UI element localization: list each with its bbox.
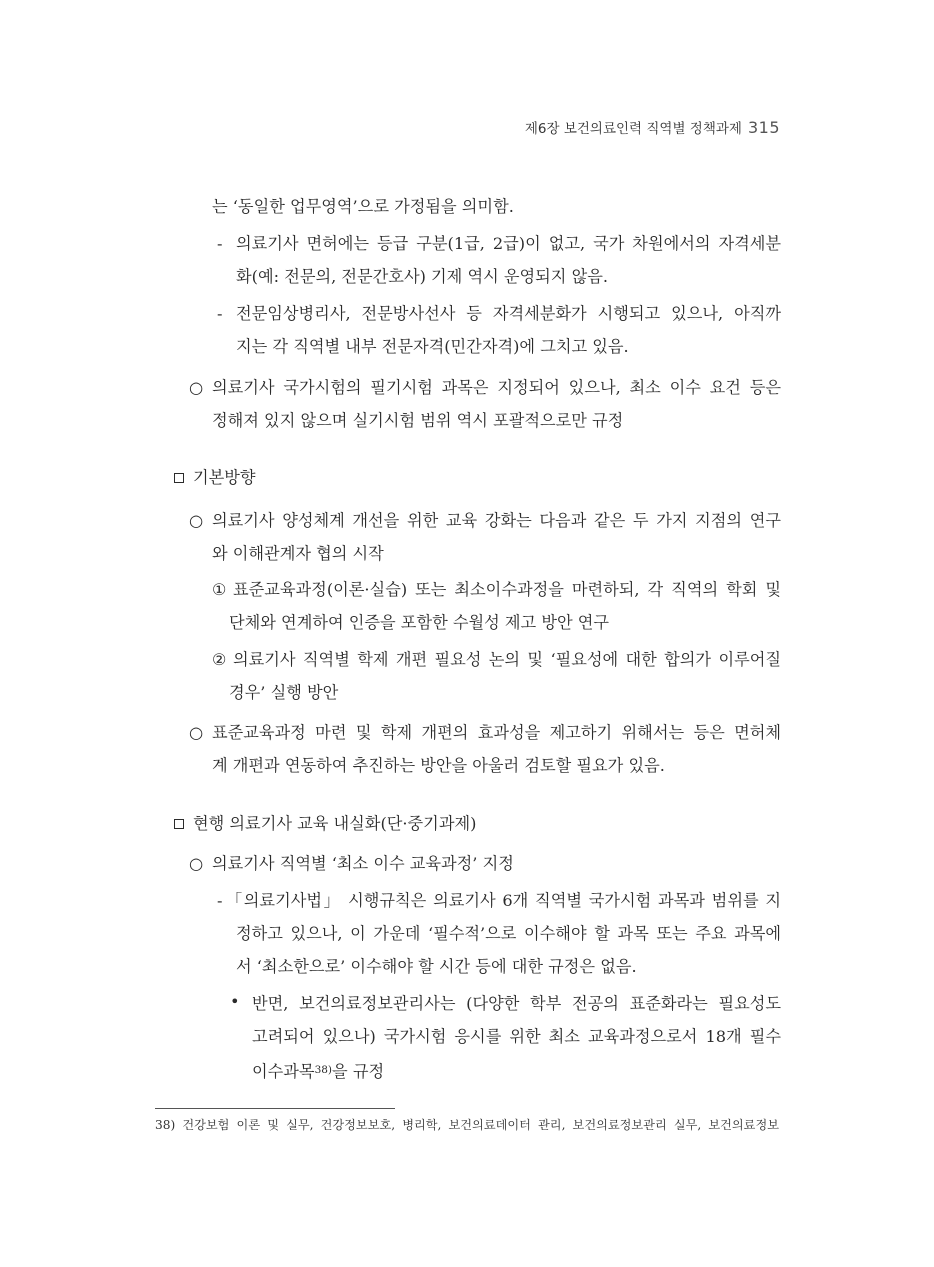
- section-heading: [174, 467, 256, 489]
- dot-bullet: •: [230, 992, 240, 1011]
- circle-bullet: ○: [189, 511, 204, 530]
- text-line: 표준교육과정 마련 및 학제 개편의 효과성을 제고하기 위해서는 등은 면허체: [212, 723, 781, 742]
- text-line: 서 ‘최소한으로’ 이수해야 할 시간 등에 대한 규정은 없음.: [236, 957, 637, 976]
- section-heading-text: 기본방향: [193, 468, 256, 487]
- text-line: 의료기사 국가시험의 필기시험 과목은 지정되어 있으나, 최소 이수 요건 등은: [212, 378, 781, 397]
- text-line: 정해져 있지 않으며 실기시험 범위 역시 포괄적으로만 규정: [212, 411, 624, 430]
- section-heading-text: 현행 의료기사 교육 내실화(단·중기과제): [193, 814, 477, 833]
- text-line: 화(예: 전문의, 전문간호사) 기제 역시 운영되지 않음.: [236, 267, 608, 286]
- circle-bullet: ○: [189, 854, 204, 873]
- text-line: 의료기사 양성체계 개선을 위한 교육 강화는 다음과 같은 두 가지 지점의 연구: [212, 511, 781, 530]
- circle-bullet: ○: [189, 378, 204, 397]
- text-line: 고려되어 있으나) 국가시험 응시를 위한 최소 교육과정으로서 18개 필수: [252, 1027, 781, 1046]
- text-line: 「의료기사법」 시행규칙은 의료기사 6개 직역별 국가시험 과목과 범위를 지: [226, 891, 781, 910]
- text-line: 계 개편과 연동하여 추진하는 방안을 아울러 검토할 필요가 있음.: [212, 756, 665, 775]
- circle-bullet: ○: [189, 723, 204, 742]
- text-line: 의료기사 면허에는 등급 구분(1급, 2급)이 없고, 국가 차원에서의 자격세분: [236, 234, 781, 253]
- text-line: 표준교육과정(이론·실습) 또는 최소이수과정을 마련하되, 각 직역의 학회 및: [233, 580, 781, 599]
- text-line: 의료기사 직역별 학제 개편 필요성 논의 및 ‘필요성에 대한 합의가 이루어질: [233, 650, 781, 669]
- footnote-divider: [155, 1108, 395, 1109]
- page-number: 315: [747, 118, 780, 137]
- text-line: 경우’ 실행 방안: [229, 683, 339, 702]
- text-line: 정하고 있으나, 이 가운데 ‘필수적’으로 이수해야 할 과목 또는 주요 과목에: [236, 924, 781, 943]
- chapter-title: 제6장 보건의료인력 직역별 정책과제: [524, 121, 742, 137]
- square-bullet-icon: [174, 473, 184, 483]
- text-line: 반면, 보건의료정보관리사는 (다양한 학부 전공의 표준화라는 필요성도: [252, 994, 781, 1013]
- text-line: 의료기사 직역별 ‘최소 이수 교육과정’ 지정: [212, 854, 514, 873]
- dash-marker: -: [217, 304, 223, 323]
- text-line: 전문임상병리사, 전문방사선사 등 자격세분화가 시행되고 있으나, 아직까: [236, 304, 781, 323]
- text-run: 을 규정: [332, 1062, 385, 1081]
- number-marker: ②: [212, 650, 227, 669]
- section-heading: [174, 813, 476, 835]
- text-line: 는 ‘동일한 업무영역’으로 가정됨을 의미함.: [212, 197, 514, 216]
- text-line: [252, 1059, 384, 1083]
- dash-marker: -: [217, 234, 223, 253]
- running-header: [220, 117, 780, 137]
- number-marker: ①: [212, 580, 227, 599]
- footnote-reference: 38): [314, 1064, 333, 1076]
- square-bullet-icon: [174, 819, 184, 829]
- footnote-text: 38) 건강보험 이론 및 실무, 건강정보보호, 병리학, 보건의료데이터 관리, 보건의료정보관리 실무, 보건의료정보: [155, 1118, 779, 1132]
- text-line: 지는 각 직역별 내부 전문자격(민간자격)에 그치고 있음.: [236, 337, 629, 356]
- dash-marker: -: [217, 891, 223, 910]
- text-run: 이수과목: [252, 1062, 315, 1081]
- text-line: 단체와 연계하여 인증을 포함한 수월성 제고 방안 연구: [229, 613, 610, 632]
- text-line: 와 이해관계자 협의 시작: [212, 544, 384, 563]
